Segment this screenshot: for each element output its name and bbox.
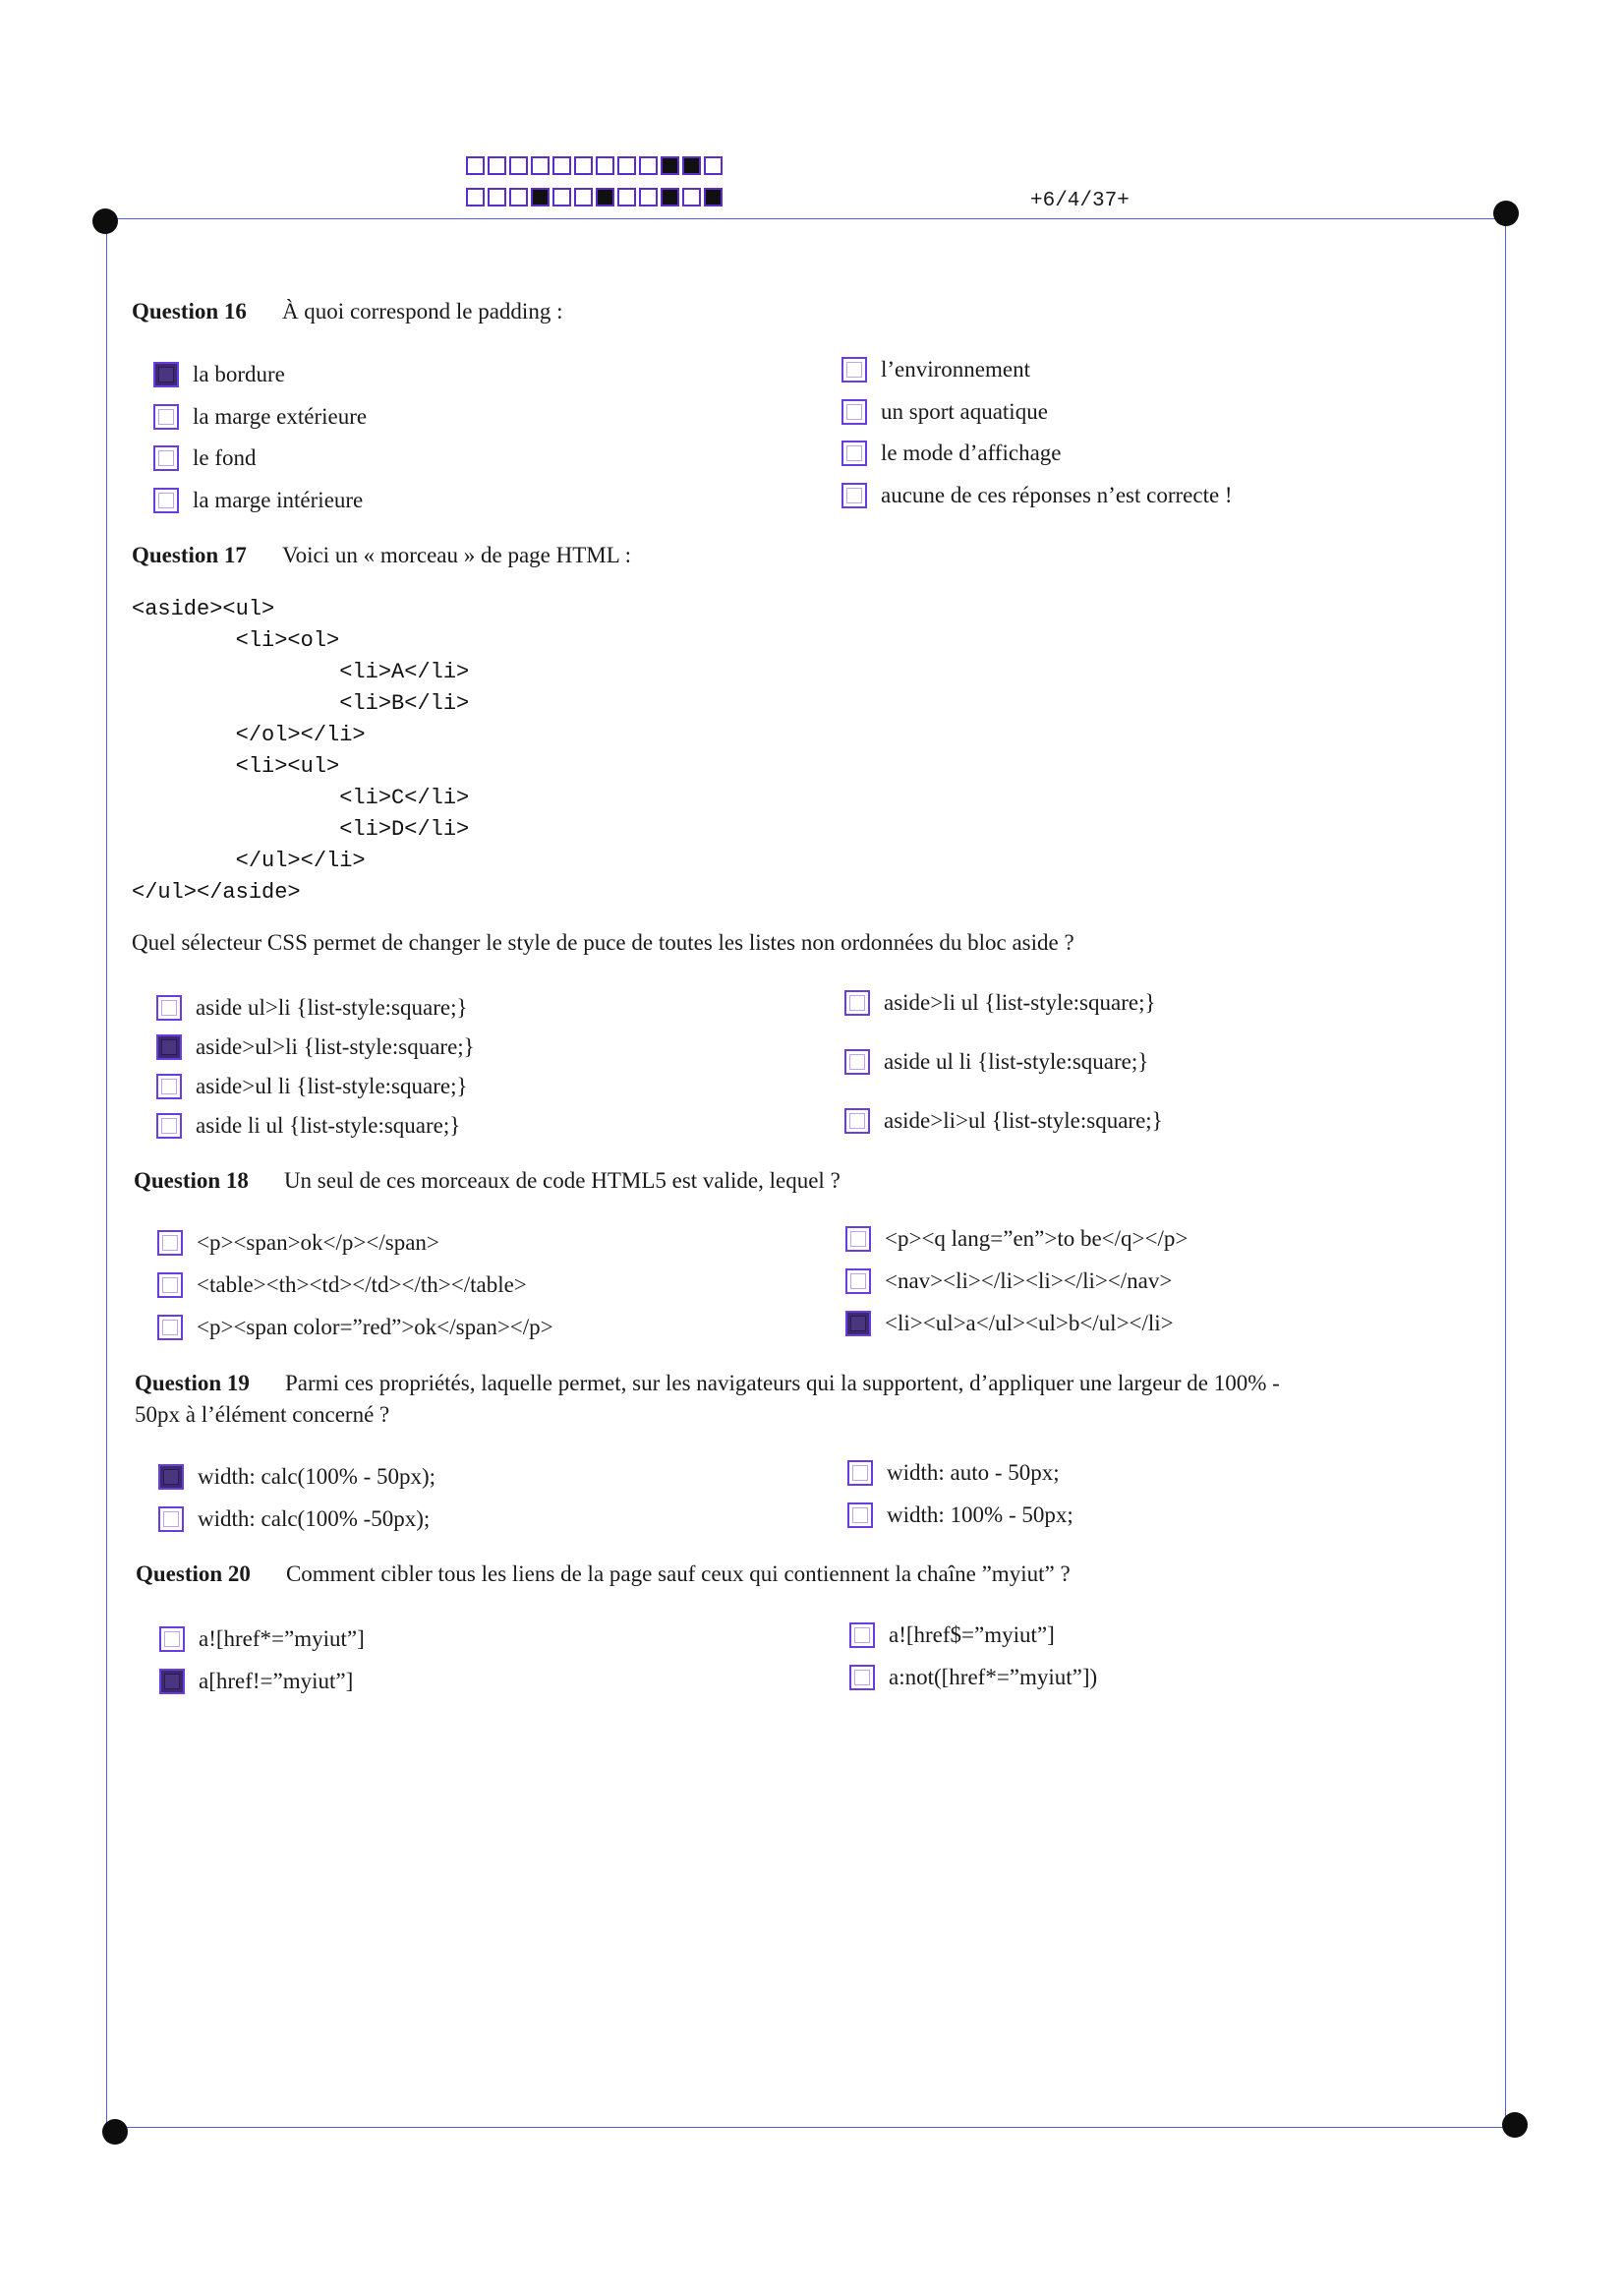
answer-option[interactable]: [844, 1108, 1163, 1134]
answer-checkbox[interactable]: [847, 1460, 873, 1486]
answer-option[interactable]: [153, 445, 257, 471]
question-19-title: [135, 1369, 1491, 1398]
answer-option-label: la bordure: [193, 362, 285, 386]
answer-checkbox[interactable]: [157, 1315, 183, 1340]
answer-checkbox[interactable]: [158, 1506, 184, 1532]
answer-option-label: <table><th><td></td></th></table>: [197, 1272, 527, 1297]
corner-marker-top-right: [1493, 201, 1519, 226]
code-row2-cell: [704, 188, 723, 206]
answer-option[interactable]: [849, 1665, 1097, 1690]
code-row1-cell: [509, 156, 528, 175]
answer-checkbox[interactable]: [156, 1034, 182, 1060]
corner-marker-top-left: [92, 208, 118, 234]
code-row1-cell: [596, 156, 614, 175]
code-row1-cell: [661, 156, 679, 175]
answer-option-label: le mode d’affichage: [881, 441, 1062, 465]
answer-checkbox[interactable]: [157, 1230, 183, 1256]
answer-option-label: aside li ul {list-style:square;}: [196, 1113, 461, 1138]
answer-option[interactable]: [844, 990, 1156, 1016]
answer-option-label: width: calc(100% -50px);: [198, 1506, 431, 1531]
page-identifier: +6/4/37+: [1030, 190, 1130, 212]
answer-checkbox[interactable]: [841, 399, 867, 425]
answer-option-label: le fond: [193, 445, 257, 470]
answer-option-label: a:not([href*=”myiut”]): [889, 1665, 1098, 1689]
question-number: Question 17: [132, 543, 247, 567]
code-row1-cell: [704, 156, 723, 175]
answer-option[interactable]: [841, 399, 1048, 425]
binary-code-strip-row1: [466, 156, 725, 175]
answer-checkbox[interactable]: [153, 362, 179, 387]
answer-checkbox[interactable]: [156, 1074, 182, 1099]
answer-option[interactable]: [157, 1230, 439, 1256]
answer-option-label: aside>li ul {list-style:square;}: [884, 990, 1156, 1015]
answer-option-label: <p><span>ok</p></span>: [197, 1230, 439, 1255]
question-number: Question 19: [135, 1371, 250, 1395]
answer-checkbox[interactable]: [157, 1272, 183, 1298]
answer-option[interactable]: [156, 1113, 460, 1139]
code-row1-cell: [617, 156, 636, 175]
answer-option-label: aside>li>ul {list-style:square;}: [884, 1108, 1163, 1133]
answer-option[interactable]: [156, 1034, 475, 1060]
answer-option[interactable]: [845, 1268, 1172, 1294]
answer-checkbox[interactable]: [156, 995, 182, 1021]
answer-option[interactable]: [153, 404, 367, 430]
answer-checkbox[interactable]: [153, 445, 179, 471]
answer-option-label: aside ul>li {list-style:square;}: [196, 995, 468, 1020]
code-row2-cell: [466, 188, 485, 206]
answer-checkbox[interactable]: [845, 1311, 871, 1336]
answer-option-label: aside ul li {list-style:square;}: [884, 1049, 1149, 1074]
corner-marker-bottom-right: [1502, 2112, 1528, 2138]
answer-option-label: width: calc(100% - 50px);: [198, 1464, 436, 1489]
code-row2-cell: [661, 188, 679, 206]
answer-checkbox[interactable]: [849, 1622, 875, 1648]
question-text: Parmi ces propriétés, laquelle permet, sur les navigateurs qui la supportent, d’appliquer une largeur de 100% -: [284, 1371, 1280, 1395]
answer-option-label: a![href*=”myiut”]: [199, 1626, 365, 1651]
question-text: Voici un « morceau » de page HTML :: [281, 543, 632, 567]
answer-option-label: la marge intérieure: [193, 488, 364, 512]
answer-option[interactable]: [849, 1622, 1055, 1648]
code-row1-cell: [531, 156, 550, 175]
question-text: Comment cibler tous les liens de la page sauf ceux qui contiennent la chaîne ”myiut” ?: [285, 1561, 1071, 1586]
answer-option[interactable]: [847, 1460, 1060, 1486]
question-16-title: [132, 297, 562, 326]
html-code-snippet: <aside><ul> <li><ol> <li>A</li> <li>B</li> </ol></li> <li><ul> <li>C</li> <li>D</li> </ul></li> </ul></aside>: [132, 597, 470, 905]
question-text: Un seul de ces morceaux de code HTML5 est valide, lequel ?: [283, 1168, 841, 1193]
answer-option[interactable]: [841, 483, 1233, 508]
answer-option-label: <li><ul>a</ul><ul>b</ul></li>: [885, 1311, 1174, 1335]
code-row2-cell: [617, 188, 636, 206]
answer-checkbox[interactable]: [844, 1049, 870, 1075]
answer-option[interactable]: [841, 357, 1030, 383]
question-17-title: [132, 541, 631, 570]
answer-option[interactable]: [845, 1226, 1188, 1252]
question-number: Question 18: [134, 1168, 249, 1193]
answer-option[interactable]: [153, 362, 285, 387]
answer-checkbox[interactable]: [845, 1268, 871, 1294]
answer-checkbox[interactable]: [849, 1665, 875, 1690]
question-17-prompt: [132, 928, 1074, 958]
code-row1-cell: [466, 156, 485, 175]
answer-option-label: la marge extérieure: [193, 404, 368, 429]
answer-option[interactable]: [156, 1074, 468, 1099]
answer-checkbox[interactable]: [158, 1464, 184, 1490]
question-prompt: Quel sélecteur CSS permet de changer le style de puce de toutes les listes non ordonnées du bloc aside ?: [132, 930, 1074, 955]
corner-marker-bottom-left: [102, 2119, 128, 2145]
answer-option[interactable]: [159, 1626, 365, 1652]
answer-checkbox[interactable]: [159, 1626, 185, 1652]
answer-option[interactable]: [844, 1049, 1148, 1075]
answer-option[interactable]: [159, 1669, 353, 1694]
code-row1-cell: [682, 156, 701, 175]
answer-option-label: <nav><li></li><li></li></nav>: [885, 1268, 1173, 1293]
code-row2-cell: [574, 188, 593, 206]
answer-checkbox[interactable]: [845, 1226, 871, 1252]
answer-option-label: un sport aquatique: [881, 399, 1048, 424]
answer-option[interactable]: [156, 995, 468, 1021]
answer-checkbox[interactable]: [159, 1669, 185, 1694]
code-row1-cell: [552, 156, 571, 175]
answer-option[interactable]: [158, 1464, 435, 1490]
answer-checkbox[interactable]: [841, 483, 867, 508]
code-row2-cell: [639, 188, 658, 206]
code-row2-cell: [531, 188, 550, 206]
answer-option-label: aside>ul>li {list-style:square;}: [196, 1034, 475, 1059]
question-number: Question 16: [132, 299, 247, 324]
answer-option[interactable]: [157, 1315, 553, 1340]
question-20-title: [136, 1560, 1071, 1589]
answer-checkbox[interactable]: [847, 1502, 873, 1528]
code-row1-cell: [574, 156, 593, 175]
answer-option[interactable]: [845, 1311, 1174, 1336]
answer-option-label: <p><span color=”red”>ok</span></p>: [197, 1315, 553, 1339]
answer-option[interactable]: [157, 1272, 527, 1298]
code-row2-cell: [509, 188, 528, 206]
answer-checkbox[interactable]: [841, 441, 867, 466]
question-text-continued: 50px à l’élément concerné ?: [135, 1402, 390, 1427]
answer-checkbox[interactable]: [153, 488, 179, 513]
answer-checkbox[interactable]: [844, 990, 870, 1016]
answer-option-label: a[href!=”myiut”]: [199, 1669, 354, 1693]
question-number: Question 20: [136, 1561, 251, 1586]
answer-option-label: width: auto - 50px;: [887, 1460, 1060, 1485]
question-18-title: [134, 1166, 841, 1196]
answer-option[interactable]: [847, 1502, 1073, 1528]
answer-option-label: l’environnement: [881, 357, 1031, 382]
answer-checkbox[interactable]: [153, 404, 179, 430]
code-row1-cell: [639, 156, 658, 175]
answer-checkbox[interactable]: [841, 357, 867, 383]
answer-option[interactable]: [153, 488, 363, 513]
answer-checkbox[interactable]: [156, 1113, 182, 1139]
code-row2-cell: [682, 188, 701, 206]
answer-option-label: aucune de ces réponses n’est correcte !: [881, 483, 1233, 507]
code-row2-cell: [596, 188, 614, 206]
answer-option-label: width: 100% - 50px;: [887, 1502, 1073, 1527]
binary-code-strip-row2: [466, 188, 725, 206]
code-row1-cell: [488, 156, 506, 175]
code-row2-cell: [488, 188, 506, 206]
question-19-title-continued: [135, 1400, 389, 1430]
answer-option-label: a![href$=”myiut”]: [889, 1622, 1055, 1647]
question-text: À quoi correspond le padding :: [281, 299, 563, 324]
answer-option-label: <p><q lang=”en”>to be</q></p>: [885, 1226, 1189, 1251]
code-row2-cell: [552, 188, 571, 206]
answer-checkbox[interactable]: [844, 1108, 870, 1134]
answer-option[interactable]: [158, 1506, 430, 1532]
answer-option[interactable]: [841, 441, 1061, 466]
answer-option-label: aside>ul li {list-style:square;}: [196, 1074, 468, 1098]
